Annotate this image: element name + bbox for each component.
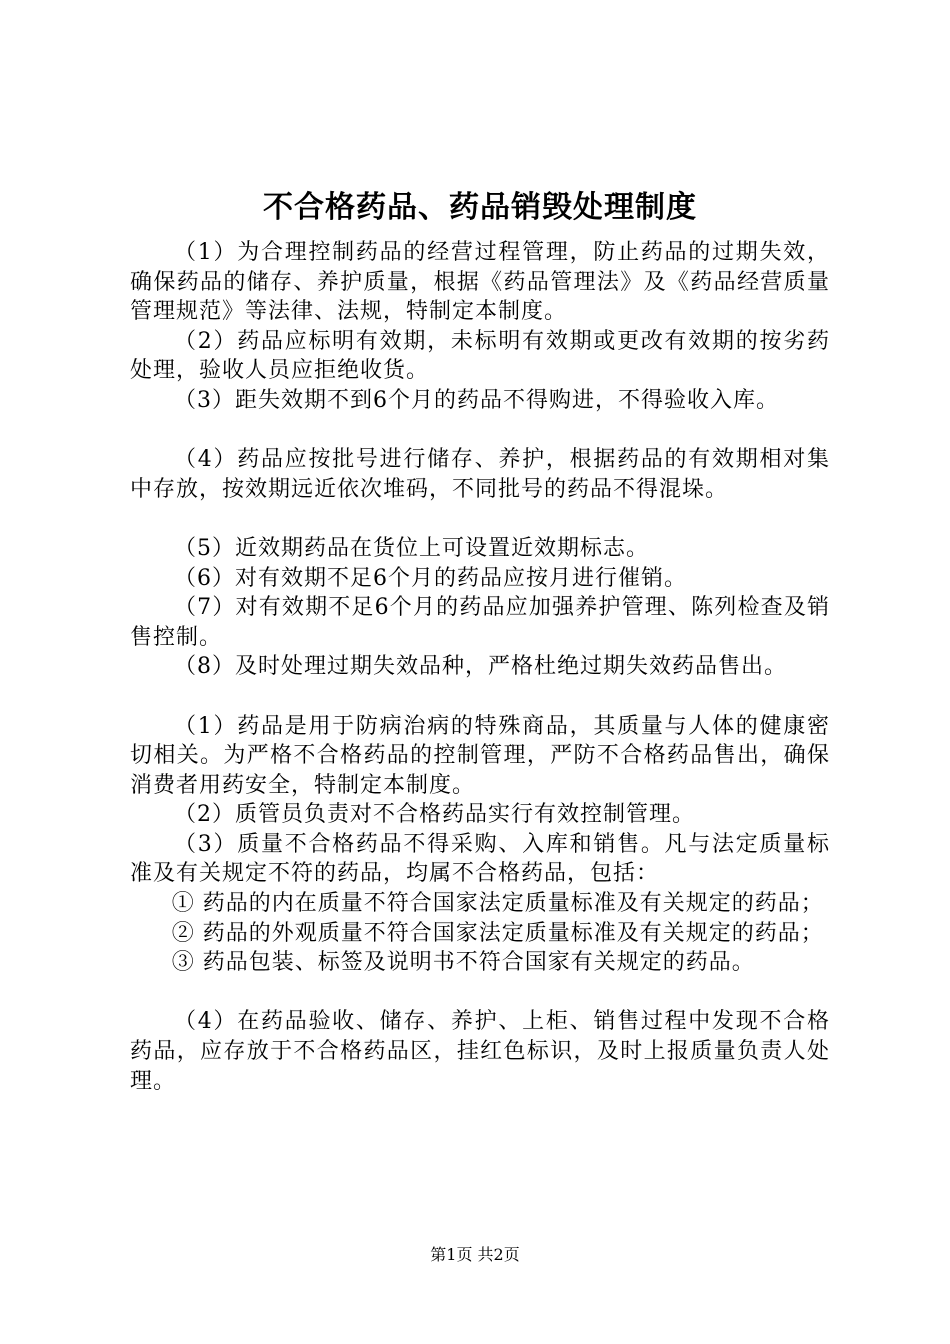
list-item-3: ③ 药品包装、标签及说明书不符合国家有关规定的药品。: [171, 950, 755, 976]
paragraph-gap: [130, 682, 830, 712]
paragraph-1-7: （7）对有效期不足6个月的药品应加强养护管理、陈列检查及销售控制。: [130, 595, 830, 650]
paragraph-1-6: （6）对有效期不足6个月的药品应按月进行催销。: [174, 565, 687, 591]
paragraph-2-4: （4）在药品验收、储存、养护、上柜、销售过程中发现不合格药品，应存放于不合格药品区，挂红色标识，及时上报质量负责人处理。: [130, 1009, 830, 1094]
document-page: [130, 186, 830, 1096]
list-item-2: ② 药品的外观质量不符合国家法定质量标准及有关规定的药品；: [171, 920, 824, 946]
paragraph-1-4: （4）药品应按批号进行储存、养护，根据药品的有效期相对集中存放，按效期远近依次堆码，不同批号的药品不得混垛。: [130, 447, 830, 502]
paragraph-1-5: （5）近效期药品在货位上可设置近效期标志。: [174, 535, 649, 561]
document-title: 不合格药品、药品销毁处理制度: [263, 190, 697, 225]
paragraph-gap: [130, 504, 830, 534]
paragraph-1-1: （1）为合理控制药品的经营过程管理，防止药品的过期失效，确保药品的储存、养护质量，根据《药品管理法》及《药品经营质量管理规范》等法律、法规，特制定本制度。: [130, 240, 830, 325]
paragraph-1-8: （8）及时处理过期失效品种，严格杜绝过期失效药品售出。: [174, 654, 787, 680]
paragraph-gap: [130, 416, 830, 446]
paragraph-gap: [130, 978, 830, 1008]
paragraph-2-2: （2）质管员负责对不合格药品实行有效控制管理。: [174, 802, 695, 828]
page-footer: 第1页 共2页: [430, 1245, 520, 1264]
paragraph-1-3: （3）距失效期不到6个月的药品不得购进，不得验收入库。: [174, 387, 779, 413]
list-item-1: ① 药品的内在质量不符合国家法定质量标准及有关规定的药品；: [171, 891, 824, 917]
paragraph-2-1: （1）药品是用于防病治病的特殊商品，其质量与人体的健康密切相关。为严格不合格药品的控制管理，严防不合格药品售出，确保消费者用药安全，特制定本制度。: [130, 713, 830, 798]
paragraph-1-2: （2）药品应标明有效期，未标明有效期或更改有效期的按劣药处理，验收人员应拒绝收货。: [130, 328, 830, 384]
paragraph-2-3: （3）质量不合格药品不得采购、入库和销售。凡与法定质量标准及有关规定不符的药品，均属不合格药品，包括：: [130, 831, 830, 887]
